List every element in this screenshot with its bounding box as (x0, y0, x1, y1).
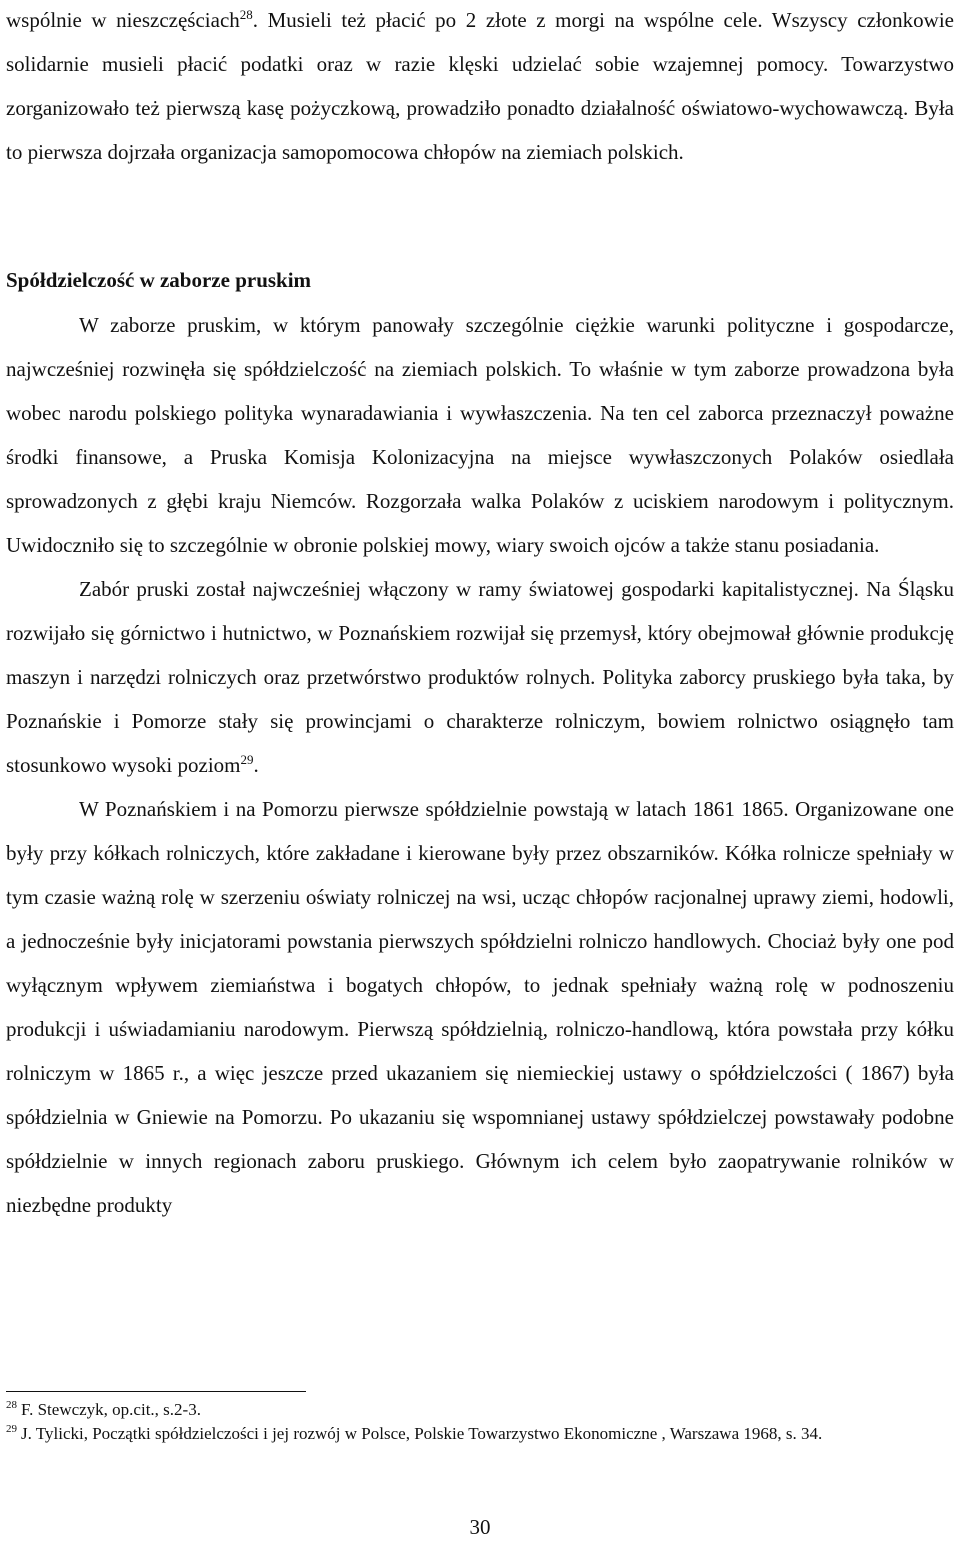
intro-text-a: wspólnie w nieszczęściach (6, 8, 240, 32)
footnote-ref-29[interactable]: 29 (240, 752, 254, 767)
footnote-28 (6, 1398, 954, 1422)
section-body (6, 303, 954, 1227)
page-number: 30 (469, 1515, 491, 1539)
footnotes (6, 1398, 954, 1446)
paragraph-3 (6, 567, 954, 787)
intro-text-b: . Musieli też płacić po 2 złote z morgi na wspólne cele. Wszyscy członkowie solidarnie musieli płacić podatki oraz w razie klęski udzielać sobie wzajemnej pomocy. Towarzystwo zorganizowało też pierwszą kasę pożyczkową, prowadziło ponadto działalność oświatowo-wychowawczą. Była to pierwsza dojrzała organizacja samopomocowa chłopów na ziemiach polskich. (6, 8, 954, 164)
paragraph-3-text-b: . (253, 753, 259, 777)
intro-paragraph (6, 0, 954, 174)
footnote-29 (6, 1422, 954, 1446)
footnote-ref-28[interactable]: 28 (239, 7, 253, 22)
footnote-number: 28 (6, 1399, 17, 1412)
paragraph-4: W Poznańskiem i na Pomorzu pierwsze spółdzielnie powstają w latach 1861 1865. Organizowane one były przy kółkach rolniczych, które zakładane i kierowane były przez obszarników. Kółka rolnicze spełniały w tym czasie ważną rolę w szerzeniu oświaty rolniczej na wsi, ucząc chłopów racjonalnej uprawy ziemi, hodowli, a jednocześnie były inicjatorami powstania pierwszych spółdzielni rolniczo handlowych. Chociaż były one pod wyłącznym wpływem ziemiaństwa i bogatych chłopów, to jednak spełniały ważną rolę w podnoszeniu produkcji i uświadamianiu narodowym. Pierwszą spółdzielnią, rolniczo-handlową, która powstała przy kółku rolniczym w 1865 r., a więc jeszcze przed ukazaniem się niemieckiej ustawy o spółdzielczości ( 1867) była spółdzielnia w Gniewie na Pomorzu. Po ukazaniu się wspomnianej ustawy spółdzielczej powstawały podobne spółdzielnie w innych regionach zaboru pruskiego. Głównym ich celem było zaopatrywanie rolników w niezbędne produkty (6, 797, 954, 1217)
section-heading: Spółdzielczość w zaborze pruskim (6, 268, 312, 292)
footnote-text: J. Tylicki, Początki spółdzielczości i jej rozwój w Polsce, Polskie Towarzystwo Ekonomiczne , Warszawa 1968, s. 34. (21, 1424, 823, 1443)
footnote-separator (6, 1391, 306, 1392)
paragraph-3-text-a: Zabór pruski został najwcześniej włączony w ramy światowej gospodarki kapitalistycznej. Na Śląsku rozwijało się górnictwo i hutnictwo, w Poznańskiem rozwijał się przemysł, który obejmował głównie produkcję maszyn i narzędzi rolniczych oraz przetwórstwo produktów rolnych. Polityka zaborcy pruskiego była taka, by Poznańskie i Pomorze stały się prowincjami o charakterze rolniczym, bowiem rolnictwo osiągnęło tam stosunkowo wysoki poziom (6, 577, 954, 777)
paragraph-2: W zaborze pruskim, w którym panowały szczególnie ciężkie warunki polityczne i gospodarcze, najwcześniej rozwinęła się spółdzielczość na ziemiach polskich. To właśnie w tym zaborze prowadzona była wobec narodu polskiego polityka wynaradawiania i wywłaszczenia. Na ten cel zaborca przeznaczył poważne środki finansowe, a Pruska Komisja Kolonizacyjna na miejsce wywłaszczonych Polaków osiedlała sprowadzonych z głębi kraju Niemców. Rozgorzała walka Polaków z uciskiem narodowym i politycznym. Uwidoczniło się to szczególnie w obronie polskiej mowy, wiary swoich ojców a także stanu posiadania. (6, 313, 954, 557)
footnote-number: 29 (6, 1423, 17, 1436)
footnote-text: F. Stewczyk, op.cit., s.2-3. (21, 1400, 201, 1419)
